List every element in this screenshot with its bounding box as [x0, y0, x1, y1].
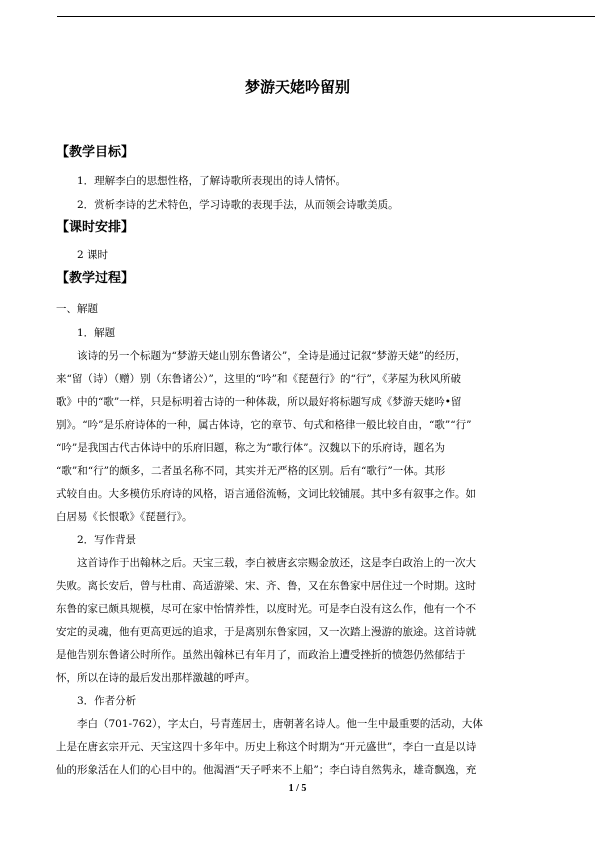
para2-line: 这首诗作于出翰林之后。天宝三载，李白被唐玄宗赐金放还，这是李白政治上的一次大	[77, 557, 476, 569]
sub-heading-2: 2．写作背景	[77, 534, 137, 546]
para1-line: “吟”是我国古代古体诗中的乐府旧题，称之为“歌行体”。汉魏以下的乐府诗，题名为	[56, 442, 445, 454]
para1-line: 别》。“吟”是乐府诗体的一种，属古体诗，它的章节、句式和格律一般比较自由，“歌”“行”	[56, 419, 472, 431]
goals-heading: 【教学目标】	[56, 145, 135, 160]
schedule-text: 2 课时	[77, 249, 109, 261]
para3-line: 仙的形象活在人们的心目中的。他渴酒“天子呼来不上船”；李白诗自然隽永，雄奇飘逸，充	[56, 764, 477, 776]
goal-item: 2．赏析李诗的艺术特色，学习诗歌的表现手法，从而领会诗歌美质。	[77, 199, 399, 211]
page-number: 1 / 5	[288, 783, 307, 794]
para3-line: 上是在唐玄宗开元、天宝这四十多年中。历史上称这个时期为“开元盛世”，李白一直是以诗	[56, 741, 477, 753]
para2-line: 东鲁的家已颇具规模，尽可在家中怡情养性，以度时光。可是李白没有这么作，他有一个不	[56, 603, 476, 615]
para1-line: 白居易《长恨歌》《琵琶行》。	[56, 511, 193, 523]
header-rule	[57, 16, 595, 17]
para2-line: 是他告别东鲁诸公时所作。虽然出翰林已有年月了，而政治上遭受挫折的愤怨仍然郁结于	[56, 649, 466, 661]
sub-heading-3: 3．作者分析	[77, 695, 137, 707]
para1-line: 该诗的另一个标题为“梦游天姥山别东鲁诸公”，全诗是通过记叙“梦游天姥”的经历，	[77, 350, 466, 362]
schedule-heading: 【课时安排】	[56, 220, 135, 235]
para2-line: 怀，所以在诗的最后发出那样激越的呼声。	[56, 672, 256, 684]
sub-heading-1: 1．解题	[77, 327, 116, 339]
para1-line: 来“留（诗）（赠）别（东鲁诸公）”，这里的“吟”和《琵琶行》的“行”，《茅屋为秋风所破	[56, 373, 461, 385]
part-heading: 一、解题	[56, 303, 98, 315]
para1-line: 式较自由。大多模仿乐府诗的风格，语言通俗流畅，文词比较铺展。其中多有叙事之作。如	[56, 488, 476, 500]
para2-line: 失败。离长安后，曾与杜甫、高适游梁、宋、齐、鲁，又在东鲁家中居住过一个时期。这时	[56, 580, 476, 592]
para1-line: 歌》中的“歌”一样，只是标明着古诗的一种体裁，所以最好将标题写成《梦游天姥吟•留	[56, 396, 462, 408]
goal-item: 1．理解李白的思想性格，了解诗歌所表现出的诗人情怀。	[77, 175, 347, 187]
process-heading: 【教学过程】	[56, 271, 135, 286]
para3-line: 李白（701-762），字太白，号青莲居士，唐朝著名诗人。他一生中最重要的活动，大体	[77, 718, 483, 730]
document-title: 梦游天姥吟留别	[244, 78, 350, 96]
para1-line: “歌”和“行”的颇多，二者虽名称不同，其实并无严格的区别。后有“歌行”一体。其形	[56, 465, 446, 477]
para2-line: 安定的灵魂，他有更高更远的追求，于是离别东鲁家园，又一次踏上漫游的旅途。这首诗就	[56, 626, 476, 638]
